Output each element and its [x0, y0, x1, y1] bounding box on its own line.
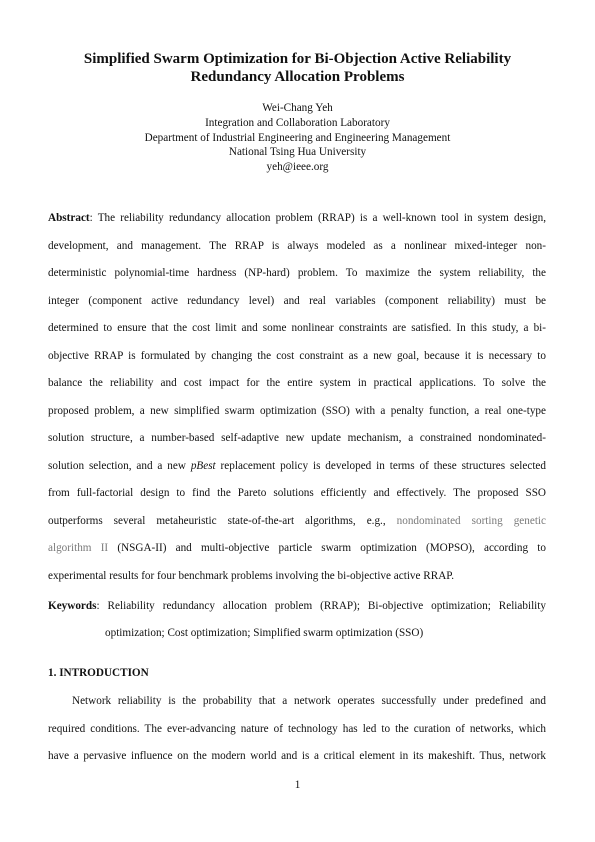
pbest-term: pBest: [190, 459, 216, 472]
author-block: [40, 101, 555, 175]
author-department: Department of Industrial Engineering and Engineering Management: [144, 131, 451, 144]
abstract-line: balance the reliability and cost impact for the entire system in practical applications. To solve the: [48, 377, 546, 389]
intro-line: required conditions. The ever-advancing nature of technology has led to the curation of networks, which: [48, 722, 546, 735]
author-name: Wei-Chang Yeh: [262, 102, 333, 114]
keywords-label: Keywords: [48, 600, 97, 612]
abstract-line: development, and management. The RRAP is always modeled as a nonlinear mixed-integer non-: [48, 239, 546, 252]
section-heading: 1. INTRODUCTION: [48, 667, 149, 679]
abstract-line: outperforms several metaheuristic state-of-the-art algorithms, e.g., nondominated sorting genetic: [48, 514, 547, 527]
abstract-line: algorithm II (NSGA-II) and multi-objective particle swarm optimization (MOPSO), according to: [48, 542, 546, 554]
author-lab: Integration and Collaboration Laboratory: [205, 116, 390, 129]
abstract-line: experimental results for four benchmark problems involving the bi-objective active RRAP.: [48, 569, 455, 582]
abstract-line: solution selection, and a new pBest replacement policy is developed in terms of these structures selected: [48, 459, 546, 472]
abstract-line: deterministic polynomial-time hardness (NP-hard) problem. To maximize the system reliability, the: [48, 267, 546, 279]
title-line: Redundancy Allocation Problems: [190, 69, 405, 85]
nsga-term: nondominated sorting genetic: [396, 514, 547, 527]
abstract-label: Abstract: [48, 212, 90, 224]
intro-line: Network reliability is the probability that a network operates successfully under predefined and: [72, 695, 546, 707]
abstract-line: integer (component active redundancy level) and real variables (component reliability) must be: [48, 294, 546, 307]
intro-paragraph: [48, 688, 546, 771]
keywords-line: Keywords: Reliability redundancy allocation problem (RRAP); Bi-objective optimization; Reliability: [48, 600, 546, 612]
title-line: Simplified Swarm Optimization for Bi-Objection Active Reliability: [83, 51, 512, 67]
abstract-line: from full-factorial design to find the Pareto solutions efficiently and effectively. The proposed SSO: [48, 487, 546, 499]
abstract-line: determined to ensure that the cost limit and some nonlinear constraints are satisfied. In this study, a bi-: [48, 322, 546, 334]
page-number: 1: [294, 779, 301, 791]
intro-line: have a pervasive influence on the modern world and is a critical element in its makeshift. Thus, network: [48, 750, 546, 762]
abstract-line: Abstract: The reliability redundancy allocation problem (RRAP) is a well-known tool in system design,: [48, 212, 546, 224]
paper-title: [40, 50, 555, 86]
nsga-term: algorithm II: [48, 542, 109, 554]
keywords: [48, 593, 546, 647]
abstract: [48, 205, 546, 590]
abstract-line: proposed problem, a new simplified swarm optimization (SSO) with a penalty function, a real one-type: [48, 404, 546, 417]
abstract-line: objective RRAP is formulated by changing the cost constraint as a new goal, because it is necessary to: [48, 349, 546, 362]
abstract-line: solution structure, a number-based self-adaptive new update mechanism, a constrained nondominated-: [48, 432, 546, 444]
author-email: yeh@ieee.org: [266, 161, 329, 174]
author-university: National Tsing Hua University: [228, 146, 367, 159]
keywords-line: optimization; Cost optimization; Simplified swarm optimization (SSO): [105, 627, 424, 639]
